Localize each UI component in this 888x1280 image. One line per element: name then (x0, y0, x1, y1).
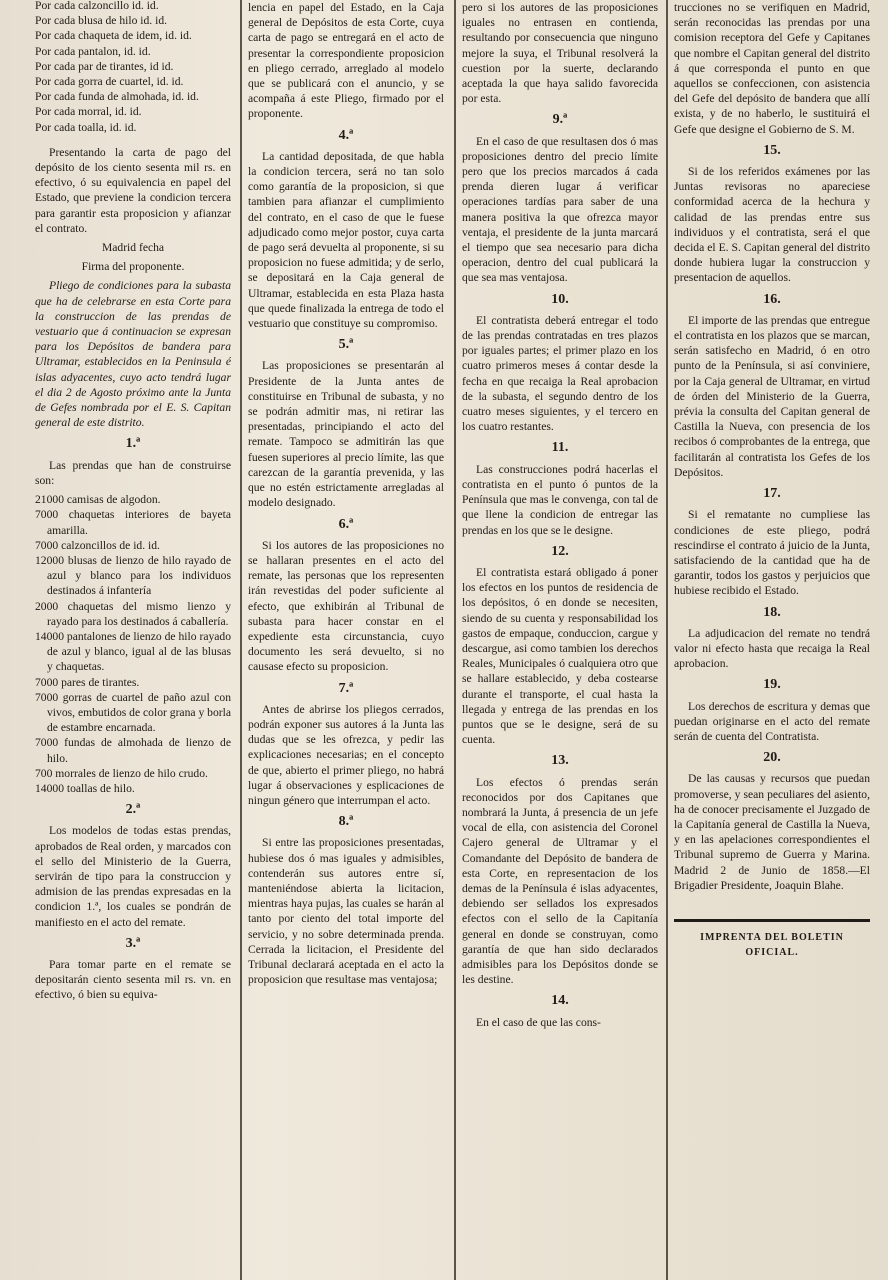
list-item: 7000 fundas de almohada de lienzo de hilo. (35, 736, 231, 765)
section-number: 3.ª (125, 935, 141, 951)
paragraph: De las causas y recursos que puedan promoverse, y sean peculiares del asiento, ha de conocer precisamente el Juzgado de la Capitanía general de Castilla la Nueva, y en las apelaciones correspondientes el Tribunal supremo de Guerra y Marina. Madrid 2 de Junio de 1858.—El Brigadier Presidente, Joaquin Blahe. (674, 772, 870, 892)
paragraph: Antes de abrirse los pliegos cerrados, podrán exponer sus autores á la Junta las dudas que se les ofrezca, y pedir las explicaciones necesarias; en el concepto de que, abierto el primer pliego, no habrá lugar á observaciones y esplicaciones de ningun género que interrumpan el acto. (248, 702, 444, 807)
paragraph: Para tomar parte en el remate se depositarán ciento sesenta mil rs. vn. en efectivo, ó bien su equiva- (35, 957, 231, 1002)
section-number: 12. (551, 543, 569, 559)
signature-line: Firma del proponente. (81, 260, 185, 274)
list-item: 2000 chaquetas del mismo lienzo y rayado para los destinados á caballería. (35, 599, 231, 628)
column-4 (674, 0, 870, 1280)
section-number: 6.ª (338, 516, 354, 532)
garments-list (35, 492, 231, 796)
list-item: 7000 chaquetas interiores de bayeta amarilla. (35, 508, 231, 537)
section-number: 1.ª (125, 436, 141, 452)
footer-rule (674, 919, 870, 922)
column-rule (240, 0, 242, 1280)
list-item: 700 morrales de lienzo de hilo crudo. (35, 766, 208, 780)
paragraph: lencia en papel del Estado, en la Caja general de Depósitos de esta Corte, cuya carta de pago se entregará en el acto de presentar la correspondiente proposicion en pliego cerrado, arreglado al modelo que se publicará con el anuncio, y se acompaña á este Pliego, firmado por el proponente. (248, 1, 444, 121)
paragraph: Si de los referidos exámenes por las Juntas revisoras no apareciese conformidad acerca de la hechura y calidad de las prendas entre sus individuos y el contratista, será el que decida el E. S. Capitan general del distrito donde hubiera lugar la construccion y presentacion de aquellos. (674, 165, 870, 285)
list-item: 14000 toallas de hilo. (35, 781, 135, 795)
list-item: Por cada pantalon, id. id. (35, 44, 151, 58)
section-number: 20. (763, 750, 781, 766)
conditions-heading: Pliego de condiciones para la subasta que ha de celebrarse en esta Corte para la construccion de las prendas de vestuario que á continuacion se expresan para los Depósitos de bandera para Ultramar, establecidos en la Peninsula é islas adyacentes, cuyo acto tendrá lugar el dia 2 de Agosto próximo ante la Junta de Gefes nombrada por el E. S. Capitan general de este distrito. (35, 279, 231, 430)
section-number: 19. (763, 677, 781, 693)
section-number: 7.ª (338, 680, 354, 696)
paragraph: En el caso de que las cons- (476, 1015, 601, 1029)
list-item: 14000 pantalones de lienzo de hilo rayado de azul y blanco, igual al de las blusas y chaquetas. (35, 629, 231, 674)
list-item: 12000 blusas de lienzo de hilo rayado de azul y blanco para los individuos destinados á infantería (35, 553, 231, 598)
section-number: 5.ª (338, 337, 354, 353)
column-rule (666, 0, 668, 1280)
section-number: 9.ª (552, 112, 568, 128)
price-items-list (35, 0, 231, 135)
paragraph: Las proposiciones se presentarán al Presidente de la Junta antes de constituirse en Tribunal de subasta, y no se podrán admitir mas, ni retirar las presentadas, principiando el acto del remate. Tampoco se admitirán las que fuesen superiores al precio límite, las que carezcan de la garantía prevenida, y las que no estén estrictamente arregladas al modelo designado. (248, 359, 444, 510)
list-item: Por cada par de tirantes, id id. (35, 59, 174, 73)
printer-imprint: IMPRENTA DEL BOLETIN OFICIAL. (700, 931, 844, 959)
list-item: Por cada funda de almohada, id. id. (35, 90, 199, 104)
list-item: Por cada gorra de cuartel, id. id. (35, 75, 184, 89)
paragraph: La adjudicacion del remate no tendrá valor ni efecto hasta que recaiga la Real aprobacion. (674, 626, 870, 671)
section-number: 10. (551, 291, 569, 307)
list-item: 7000 gorras de cuartel de paño azul con vivos, embutidos de color grana y borla de estambre encarnada. (35, 690, 231, 735)
column-2 (248, 0, 444, 1280)
paragraph: Si el rematante no cumpliese las condiciones de este pliego, podrá rescindirse el contrato á juicio de la Junta, satisfaciendo de la cantidad que ha de garantir, todos los gastos y perjuicios que hubiese recibido el Estado. (674, 508, 870, 598)
section-number: 8.ª (338, 814, 354, 830)
section-number: 16. (763, 291, 781, 307)
list-item: 21000 camisas de algodon. (35, 493, 161, 507)
paragraph: pero si los autores de las proposiciones iguales no entrasen en contienda, resultando por consecuencia que ninguno mejore la suya, el Tribunal resolverá la cuestion por la suerte, declarando aceptada la que haya salido favorecida por esta. (462, 1, 658, 106)
paragraph: El importe de las prendas que entregue el contratista en los plazos que se marcan, serán satisfecho en Madrid, ó en otro punto de la Península, si así conviniere, por la Caja general de Ultramar, en virtud de órden del Ministerio de la Guerra, prévia la consulta del Capitan general de Castilla la Nueva, con presencia de los recibos ó comprobantes de la entrega, que facilitarán al contratista los Gefes de los Depósitos. (674, 313, 870, 479)
column-1 (35, 0, 231, 1280)
list-item: Por cada blusa de hilo id. id. (35, 14, 168, 28)
paragraph: Los derechos de escritura y demas que puedan originarse en el acto del remate serán de cuenta del Contratista. (674, 699, 870, 743)
section-number: 18. (763, 604, 781, 620)
paragraph: Los modelos de todas estas prendas, aprobados de Real orden, y marcados con el sello del Ministerio de la Guerra, servirán de tipo para la construccion y admision de las prendas expresadas en la condicion 1.ª, los cuales se pondrán de manifiesto en el acto del remate. (35, 824, 231, 929)
paragraph: Las construcciones podrá hacerlas el contratista en el punto ó puntos de la Península que mas le convenga, con tal de que llene la condicion de entregar las prendas en los que se le designe. (462, 462, 658, 537)
paragraph: Si los autores de las proposiciones no se hallaran presentes en el acto del remate, las personas que los representen irán revestidas del poder suficiente al efecto, que exhibirán al Tribunal de subasta para hacer constar en el expediente esta circunstancia, cuyo documento les será devuelto, si no causase efecto su proposicion. (248, 538, 444, 674)
paragraph: El contratista estará obligado á poner los efectos en los puntos de residencia de los depósitos, ó en donde se necesiten, siendo de su cuenta y responsabilidad los gastos de empaque, conduccion, cargue y descargue, asi como tambien los derechos Reales, Municipales ó cualquiera otro que se hallare establecido, y deba costearse durante el transporte, el cual hasta la llegada y entrega de las prendas en los puntos que se le designe, será de su cuenta. (462, 565, 658, 747)
paragraph: Si entre las proposiciones presentadas, hubiese dos ó mas iguales y admisibles, contenderán sus autores entre sí, manteniéndose abierta la licitacion, mientras haya pujas, las cuales se harán al tanto por ciento del total importe del servicio, y no sobre determinada prenda. Cerrada la licitacion, el Presidente del Tribunal declarará aceptada en el acto la proposicion que resultase mas ventajosa; (248, 836, 444, 987)
list-item: 7000 pares de tirantes. (35, 675, 140, 689)
section-number: 15. (763, 142, 781, 158)
section-number: 11. (551, 440, 569, 456)
paragraph: El contratista deberá entregar el todo de las prendas contratadas en tres plazos por iguales partes; el primer plazo en los cuatro primeros meses á contar desde la fecha en que recaiga la Real aprobacion de la subasta, el segundo dentro de los cuatro meses siguientes, y el tercero en los cuatro restantes. (462, 313, 658, 434)
section-number: 17. (763, 486, 781, 502)
list-item: Por cada morral, id. id. (35, 105, 142, 119)
paragraph: trucciones no se verifiquen en Madrid, serán reconocidas las prendas por una comision receptora del Gefe y Capitanes que nombre el Capitan general del distrito á que corresponda el punto en que aquellos se confeccionen, con asistencia del Gefe del depósito de bandera que allí exista, y de no haberlo, le sustituirá el Gefe que designe el Gobierno de S. M. (674, 1, 870, 136)
list-item: 7000 calzoncillos de id. id. (35, 538, 160, 552)
section-number: 2.ª (125, 802, 141, 818)
list-item: Por cada toalla, id. id. (35, 120, 137, 134)
paragraph: Las prendas que han de construirse son: (35, 458, 231, 487)
paragraph: La cantidad depositada, de que habla la condicion tercera, será no tan solo como garantía de la proposicion, si que tambien para afianzar el cumplimiento del contrato, en el caso de que le fuese adjudicado como mejor postor, cuya carta de pago será devuelta al proponente, si su proposicion no fuese admitida; y de serlo, se depositará en la Caja general de Ultramar, establecida en esta Plaza hasta que quede finalizada la entrega de todo el vestuario que constituye su compromiso. (248, 149, 444, 331)
list-item: Por cada calzoncillo id. id. (35, 0, 159, 12)
column-3 (462, 0, 658, 1280)
date-line: Madrid fecha (101, 241, 165, 255)
paragraph: En el caso de que resultasen dos ó mas proposiciones dentro del precio límite pero que los precios marcados á cada prenda dieren lugar á verificar operaciones tardías para saber de una manera positiva la que ofrezca mayor ventaja, el presidente de la junta marcará el tiempo que sea necesario para dicha operacion, dentro del cual publicará la que sea mas ventajosa. (462, 134, 658, 285)
paragraph: Presentando la carta de pago del depósito de los ciento sesenta mil rs. en efectivo, ó su equivalencia en papel del Estado, que previene la condicion tercera para garantir esta proposicion y afianzar el contrato. (35, 145, 231, 235)
section-number: 4.ª (338, 127, 354, 143)
list-item: Por cada chaqueta de idem, id. id. (35, 29, 192, 43)
paragraph: Los efectos ó prendas serán reconocidos por dos Capitanes que nombrará la Junta, á presencia de un jefe vocal de ella, con asistencia del Coronel Cajero general de Ultramar y el Comandante del Depósito de bandera de esta Corte, en representacion de los demas de la Península é islas adyacentes, debiendo ser sellados los expresados efectos con el sello de la Capitanía general en donde se construyan, como garantía de que han sido declarados admisibles para los Depósitos donde se les destine. (462, 775, 658, 987)
section-number: 14. (551, 993, 569, 1009)
section-number: 13. (551, 753, 569, 769)
column-rule (454, 0, 456, 1280)
